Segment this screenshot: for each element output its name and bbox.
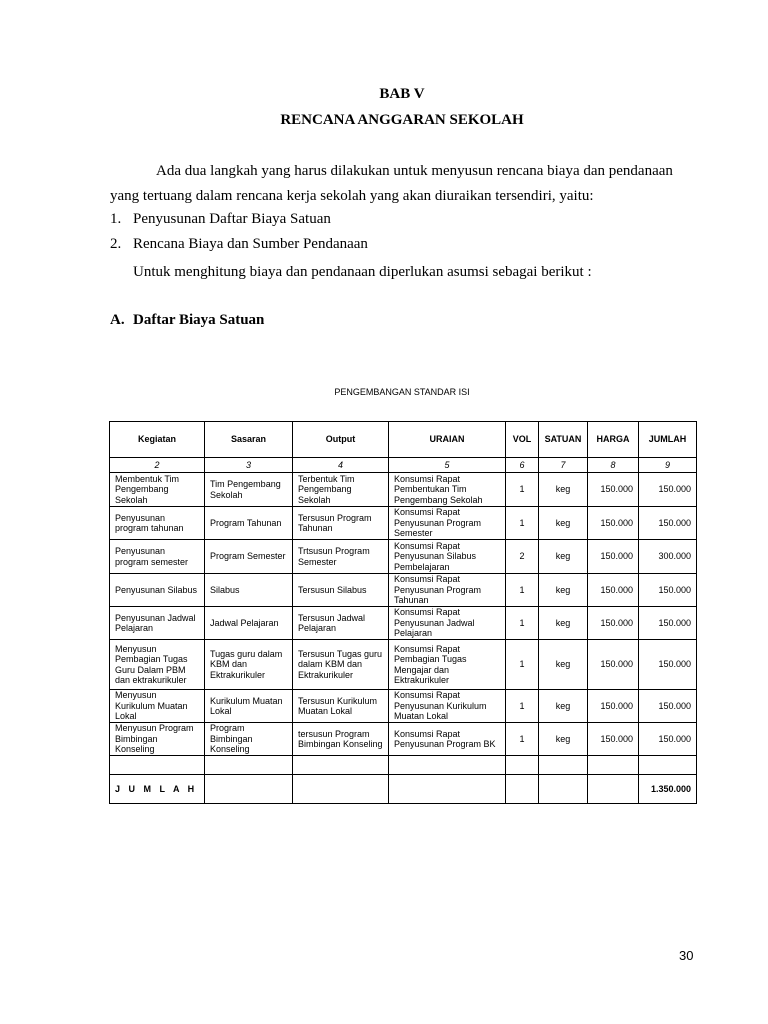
cell-uraian: Konsumsi Rapat Pembentukan Tim Pengembang Sekolah (389, 473, 506, 507)
cell-jumlah: 150.000 (639, 690, 697, 723)
list-item-text: Rencana Biaya dan Sumber Pendanaan (133, 236, 368, 252)
cell-output: Terbentuk Tim Pengembang Sekolah (293, 473, 389, 507)
column-header-uraian: URAIAN (389, 422, 506, 458)
table-caption: PENGEMBANGAN STANDAR ISI (334, 387, 470, 397)
page-number: 30 (679, 948, 694, 963)
cell-jumlah: 150.000 (639, 507, 697, 540)
cell-output: Trtsusun Program Semester (293, 540, 389, 574)
list-item (110, 211, 331, 228)
cell-sasaran: Program Bimbingan Konseling (205, 723, 293, 756)
cell-uraian: Konsumsi Rapat Penyusunan Jadwal Pelajaran (389, 607, 506, 640)
total-row (110, 775, 697, 804)
cell-harga: 150.000 (588, 540, 639, 574)
column-number: 5 (389, 458, 506, 473)
cell-kegiatan: Penyusunan Silabus (110, 574, 205, 607)
cell-harga: 150.000 (588, 723, 639, 756)
cell-harga: 150.000 (588, 507, 639, 540)
table-row (110, 607, 697, 640)
cell-vol: 1 (506, 507, 539, 540)
cell-satuan: keg (539, 507, 588, 540)
column-number: 6 (506, 458, 539, 473)
column-header-satuan: SATUAN (539, 422, 588, 458)
cell-vol: 1 (506, 690, 539, 723)
list-item-text: Penyusunan Daftar Biaya Satuan (133, 211, 331, 227)
chapter-number: BAB V (379, 86, 425, 102)
cell-sasaran: Program Semester (205, 540, 293, 574)
table-header-row (110, 422, 697, 458)
cell-vol: 2 (506, 540, 539, 574)
cell-satuan: keg (539, 723, 588, 756)
cell-output: Tersusun Kurikulum Muatan Lokal (293, 690, 389, 723)
cell-kegiatan: Penyusunan program semester (110, 540, 205, 574)
cell-sasaran: Tim Pengembang Sekolah (205, 473, 293, 507)
cell-jumlah: 150.000 (639, 723, 697, 756)
intro-line-3: Untuk menghitung biaya dan pendanaan diperlukan asumsi sebagai berikut : (133, 264, 592, 280)
cell-jumlah: 150.000 (639, 473, 697, 507)
cell-output: Tersusun Program Tahunan (293, 507, 389, 540)
cell-uraian: Konsumsi Rapat Penyusunan Kurikulum Muatan Lokal (389, 690, 506, 723)
cell-satuan: keg (539, 690, 588, 723)
cell-jumlah: 300.000 (639, 540, 697, 574)
list-item-number: 2. (110, 236, 122, 252)
table-row (110, 574, 697, 607)
cell-vol: 1 (506, 473, 539, 507)
cell-jumlah: 150.000 (639, 607, 697, 640)
cell-vol: 1 (506, 723, 539, 756)
section-heading (110, 312, 264, 329)
cell-output: Tersusun Silabus (293, 574, 389, 607)
column-number: 2 (110, 458, 205, 473)
list-item-number: 1. (110, 211, 122, 227)
cell-satuan: keg (539, 640, 588, 690)
column-header-harga: HARGA (588, 422, 639, 458)
column-header-sasaran: Sasaran (205, 422, 293, 458)
column-header-kegiatan: Kegiatan (110, 422, 205, 458)
cell-jumlah: 150.000 (639, 640, 697, 690)
cell-output: Tersusun Tugas guru dalam KBM dan Ektrakurikuler (293, 640, 389, 690)
chapter-title: RENCANA ANGGARAN SEKOLAH (280, 112, 524, 128)
cell-satuan: keg (539, 607, 588, 640)
cell-harga: 150.000 (588, 640, 639, 690)
column-number: 8 (588, 458, 639, 473)
column-header-jumlah: JUMLAH (639, 422, 697, 458)
section-number: A. (110, 312, 125, 328)
cell-sasaran: Kurikulum Muatan Lokal (205, 690, 293, 723)
column-header-output: Output (293, 422, 389, 458)
cell-uraian: Konsumsi Rapat Penyusunan Silabus Pembelajaran (389, 540, 506, 574)
column-number: 3 (205, 458, 293, 473)
table-row (110, 507, 697, 540)
cell-harga: 150.000 (588, 473, 639, 507)
column-number: 4 (293, 458, 389, 473)
cell-uraian: Konsumsi Rapat Penyusunan Program Tahunan (389, 574, 506, 607)
list-item (110, 236, 368, 253)
table-row (110, 690, 697, 723)
cell-sasaran: Jadwal Pelajaran (205, 607, 293, 640)
cell-kegiatan: Menyusun Program Bimbingan Konseling (110, 723, 205, 756)
cell-harga: 150.000 (588, 690, 639, 723)
column-number: 9 (639, 458, 697, 473)
cell-sasaran: Program Tahunan (205, 507, 293, 540)
table-row (110, 473, 697, 507)
column-header-vol: VOL (506, 422, 539, 458)
total-label: J U M L A H (110, 775, 205, 804)
cell-kegiatan: Penyusunan program tahunan (110, 507, 205, 540)
cell-kegiatan: Penyusunan Jadwal Pelajaran (110, 607, 205, 640)
intro-line-1: Ada dua langkah yang harus dilakukan untuk menyusun rencana biaya dan pendanaan (156, 163, 673, 179)
cell-vol: 1 (506, 640, 539, 690)
budget-table (109, 421, 697, 804)
cell-output: tersusun Program Bimbingan Konseling (293, 723, 389, 756)
cell-sasaran: Silabus (205, 574, 293, 607)
cell-uraian: Konsumsi Rapat Pembagian Tugas Mengajar dan Ektrakurikuler (389, 640, 506, 690)
cell-kegiatan: Membentuk Tim Pengembang Sekolah (110, 473, 205, 507)
cell-harga: 150.000 (588, 607, 639, 640)
column-number: 7 (539, 458, 588, 473)
cell-vol: 1 (506, 574, 539, 607)
cell-output: Tersusun Jadwal Pelajaran (293, 607, 389, 640)
cell-uraian: Konsumsi Rapat Penyusunan Program BK (389, 723, 506, 756)
cell-satuan: keg (539, 473, 588, 507)
column-number-row (110, 458, 697, 473)
cell-satuan: keg (539, 574, 588, 607)
cell-kegiatan: Menyusun Pembagian Tugas Guru Dalam PBM dan ektrakurikuler (110, 640, 205, 690)
cell-kegiatan: Menyusun Kurikulum Muatan Lokal (110, 690, 205, 723)
total-value: 1.350.000 (639, 775, 697, 804)
table-row (110, 640, 697, 690)
cell-satuan: keg (539, 540, 588, 574)
cell-harga: 150.000 (588, 574, 639, 607)
cell-vol: 1 (506, 607, 539, 640)
cell-sasaran: Tugas guru dalam KBM dan Ektrakurikuler (205, 640, 293, 690)
table-row (110, 723, 697, 756)
section-title: Daftar Biaya Satuan (133, 312, 265, 328)
table-row (110, 540, 697, 574)
empty-row (110, 756, 697, 775)
intro-line-2: yang tertuang dalam rencana kerja sekolah yang akan diuraikan tersendiri, yaitu: (110, 188, 594, 204)
cell-uraian: Konsumsi Rapat Penyusunan Program Semester (389, 507, 506, 540)
cell-jumlah: 150.000 (639, 574, 697, 607)
